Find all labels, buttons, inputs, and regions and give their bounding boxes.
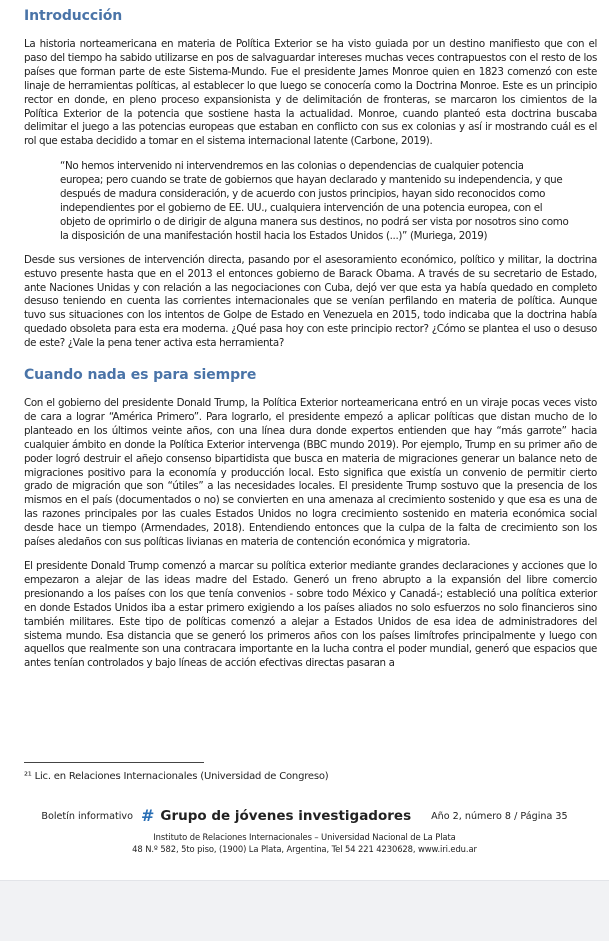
footer-boletin: Boletín informativo — [41, 810, 133, 822]
section-heading-cuando-nada: Cuando nada es para siempre — [24, 367, 257, 384]
footer-issue-page: Año 2, número 8 / Página 35 — [431, 810, 568, 822]
footnote: ²¹ Lic. en Relaciones Internacionales (Universidad de Congreso) — [24, 771, 329, 782]
footer-address: 48 N.º 582, 5to piso, (1900) La Plata, Argentina, Tel 54 221 4230628, www.iri.edu.ar — [132, 844, 477, 854]
paragraph-2: Desde sus versiones de intervención directa, pasando por el asesoramiento económico, político y militar, la doctrina estuvo presente hasta que en el 2013 el entonces gobierno de Barack Obama. A través de su secretario de Estado, ante Naciones Unidas y con relación a las negociaciones con Cuba, dejó ver que esta ya había quedado en completo desuso teniendo en cuenta las corrientes internacionales que se venían perfilando en materia de política. Aunque tuvo sus situaciones con los intentos de Golpe de Estado en Venezuela en 2015, todo indicaba que la doctrina había quedado obsoleta para esta era moderna. ¿Qué pasa hoy con este principio rector? ¿Cómo se plantea el uso o desuso de este? ¿Vale la pena tener activa esta herramienta? — [24, 253, 597, 350]
footer-masthead — [0, 808, 609, 824]
paragraph-3: Con el gobierno del presidente Donald Trump, la Política Exterior norteamericana entró en un viraje pocas veces visto de cara a lograr “América Primero”. Para lograrlo, el presidente empezó a aplicar políticas que distan mucho de lo planteado en los últimos veinte años, con una línea dura donde expertos entienden que hay “más garrote” hacia cualquier ámbito en donde la Política Exterior intervenga (BBC mundo 2019). Por ejemplo, Trump en su primer año de poder logró destruir el añejo consenso bipartidista que busca en materia de migraciones generar un balance neto de migraciones positivo para la economía y producción local. Esto significa que existía un convenio de permitir cierto grado de migración que son “útiles” a las necesidades locales. El presidente Trump sostuvo que la presencia de los mismos en el país (documentados o no) se convierten en una amenaza al crecimiento sostenido y que esa es una de las razones principales por las cuales Estados Unidos no logra crecimiento sostenido en materia económica social desde hace un tiempo (Armendades, 2018). Entendiendo entonces que la culpa de la falta de crecimiento son los países aledaños con sus políticas livianas en materia de contención económica y migratoria. — [24, 397, 597, 549]
paragraph-4: El presidente Donald Trump comenzó a marcar su política exterior mediante grandes declaraciones y acciones que lo empezaron a alejar de las ideas madre del Estado. Generó un freno abrupto a la expansión del libre comercio presionando a los países con los que tenía convenios - sobre todo México y Canadá-; estableció una política exterior en donde Estados Unidos iba a estar primero exigiendo a los países aliados no solo esfuerzos no solo financieros sino también militares. Este tipo de políticas comenzó a alejar a Estados Unidos de esa idea de administradores del sistema mundo. Esa distancia que se generó los primeros años con los países limítrofes principalmente y luego con aquellos que realmente son una contracara importante en la lucha contra el poder mundial, generó que espacios que antes tenían controlados y bajo líneas de acción efectivas directas pasaran a — [24, 560, 597, 670]
viewer-bottom-bar — [0, 880, 609, 941]
footer-grupo-title: Grupo de jóvenes investigadores — [160, 808, 412, 824]
page-footer — [0, 808, 609, 854]
section-heading-introduccion: Introducción — [24, 8, 123, 24]
block-quote: “No hemos intervenido ni intervendremos en las colonias o dependencias de cualquier potencia europea; pero cuando se trate de gobiernos que hayan declarado y mantenido su independencia, y que después de madura consideración, y de acuerdo con justos principios, hayan sido reconocidos como independientes por el gobierno de EE. UU., cualquiera intervención de una potencia europea, con el objeto de oprimirlo o de dirigir de alguna manera sus destinos, no podrá ser vista por nosotros sino como la disposición de una manifestación hostil hacia los Estados Unidos (...)” (Muriega, 2019) — [60, 160, 569, 242]
footnote-divider — [24, 762, 204, 763]
paragraph-1: La historia norteamericana en materia de Política Exterior se ha visto guiada por un destino manifiesto que con el paso del tiempo ha sabido utilizarse en pos de salvaguardar intereses muchas veces contrapuestos con el resto de los países que forman parte de este Sistema-Mundo. Fue el presidente James Monroe quien en 1823 comenzó con este linaje de herramientas políticas, al establecer lo que luego se conocería como la Doctrina Monroe. Este es un principio rector en donde, en pleno proceso expansionista y de delimitación de fronteras, se marcaron los cimientos de la Política Exterior de la potencia que sostiene hasta la actualidad. Monroe, cuando planteó esta doctrina buscaba delimitar el juego a las potencias europeas que estaban en conflicto con sus ex colonias y así ir mostrando cuál es el rol que estaba decidido a tomar en el sistema internacional latente (Carbone, 2019). — [24, 38, 597, 148]
hashtag-logo-icon: # — [140, 806, 155, 825]
footer-institute: Instituto de Relaciones Internacionales – Universidad Nacional de La Plata — [153, 832, 456, 842]
